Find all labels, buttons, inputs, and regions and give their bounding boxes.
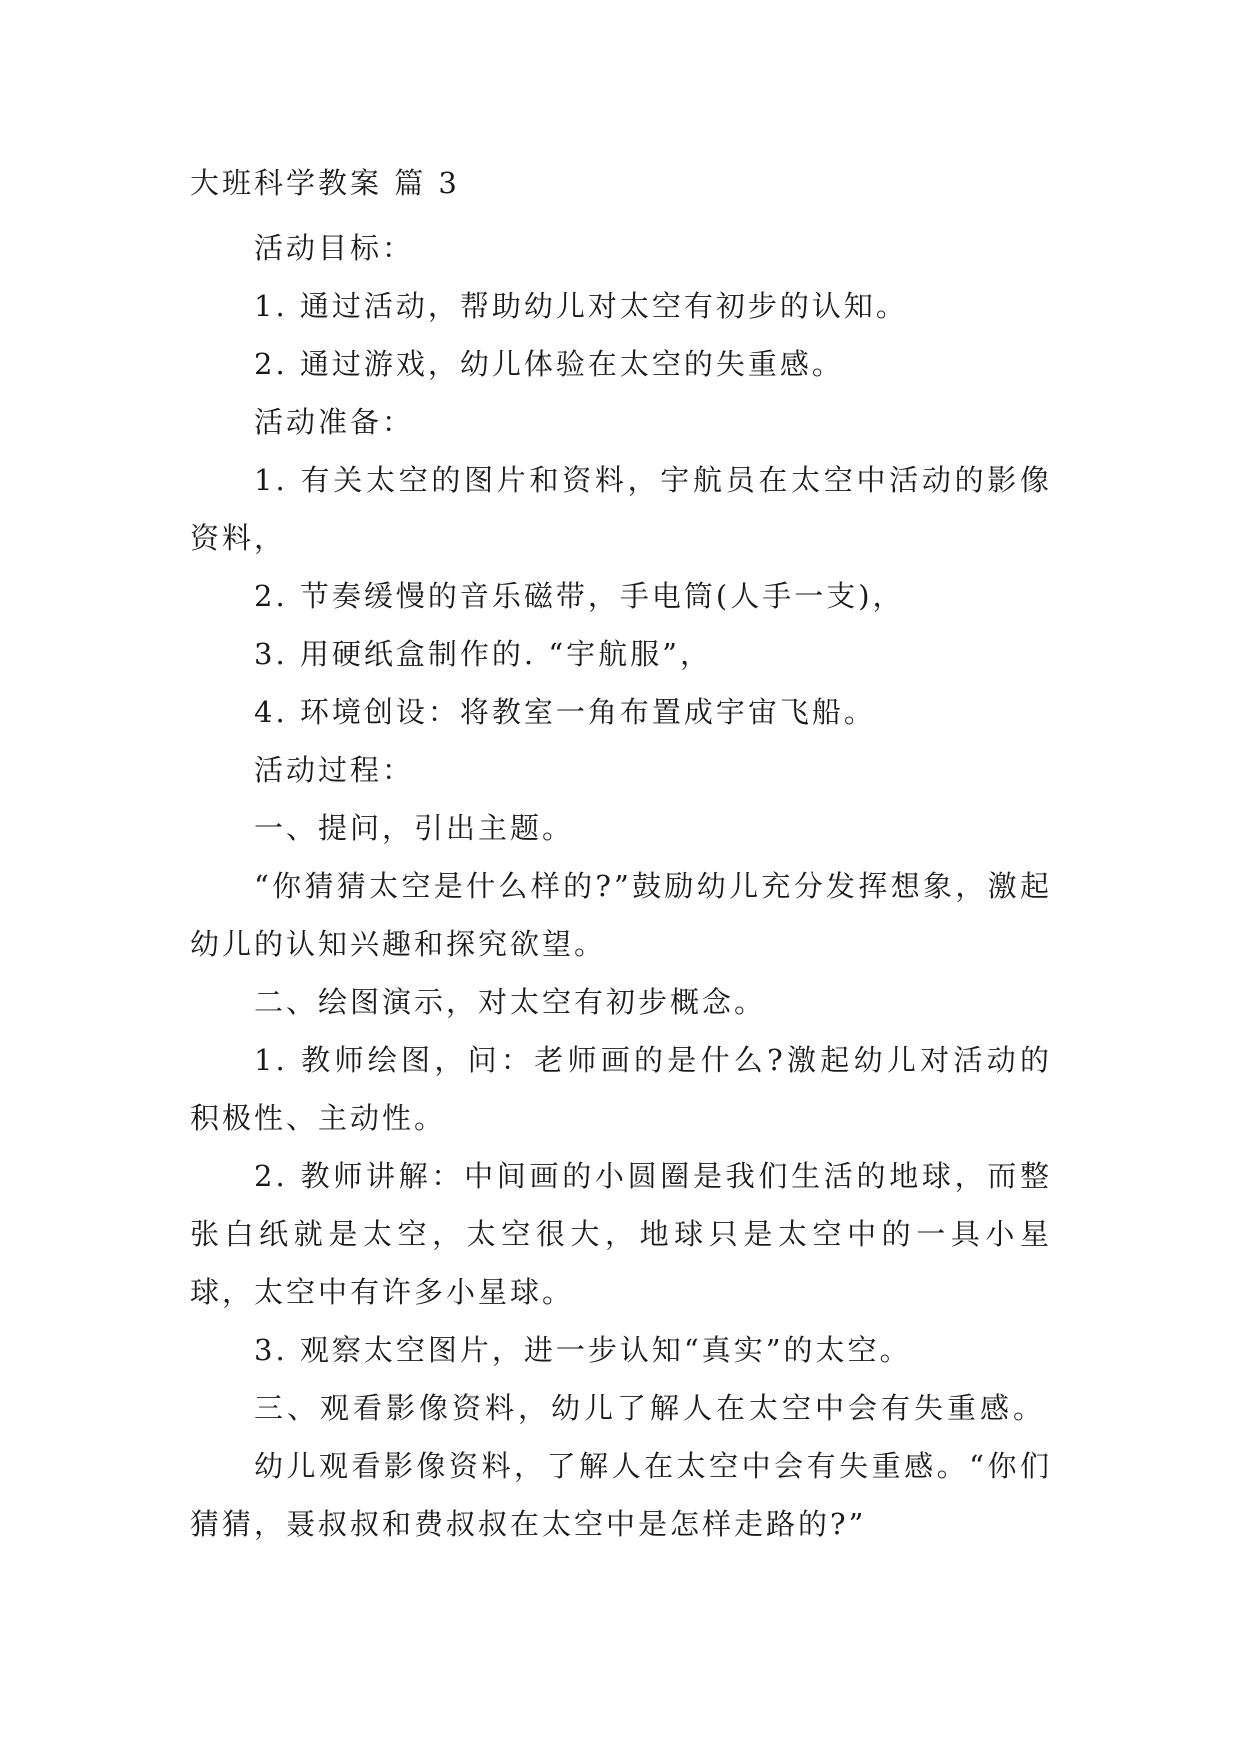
document-title: 大班科学教案 篇 3 <box>190 166 460 200</box>
paragraph-step-2-item-3: 3. 观察太空图片，进一步认知“真实”的太空。 <box>254 1333 912 1367</box>
paragraph-preparation-4: 4. 环境创设：将教室一角布置成宇宙飞船。 <box>254 695 876 729</box>
paragraph-step-3-heading: 三、观看影像资料，幼儿了解人在太空中会有失重感。 <box>254 1391 1047 1425</box>
paragraph-process-heading: 活动过程： <box>254 753 415 787</box>
paragraph-step-2-heading: 二、绘图演示，对太空有初步概念。 <box>254 985 767 1019</box>
paragraph-step-3-body: 幼儿观看影像资料，了解人在太空中会有失重感。“你们猜猜，聂叔叔和费叔叔在太空中是怎样走路的?” <box>190 1449 1052 1541</box>
paragraph-step-1-body: “你猜猜太空是什么样的?”鼓励幼儿充分发挥想象，激起幼儿的认知兴趣和探究欲望。 <box>190 869 1052 961</box>
paragraph-preparation-2: 2. 节奏缓慢的音乐磁带，手电筒(人手一支)， <box>254 579 905 613</box>
paragraph-preparation-heading: 活动准备： <box>254 405 415 439</box>
paragraph-activity-goals-heading: 活动目标： <box>254 231 415 265</box>
paragraph-step-2-item-2: 2. 教师讲解：中间画的小圆圈是我们生活的地球，而整张白纸就是太空，太空很大，地球只是太空中的一具小星球，太空中有许多小星球。 <box>190 1159 1052 1309</box>
paragraph-preparation-1: 1. 有关太空的图片和资料，宇航员在太空中活动的影像资料， <box>190 463 1052 555</box>
paragraph-goal-1: 1. 通过活动，帮助幼儿对太空有初步的认知。 <box>254 289 908 323</box>
paragraph-step-1-heading: 一、提问，引出主题。 <box>254 811 575 845</box>
paragraph-preparation-3: 3. 用硬纸盒制作的. “宇航服”， <box>254 637 712 671</box>
paragraph-goal-2: 2. 通过游戏，幼儿体验在太空的失重感。 <box>254 347 844 381</box>
paragraph-step-2-item-1: 1. 教师绘图，问：老师画的是什么?激起幼儿对活动的积极性、主动性。 <box>190 1043 1052 1135</box>
document-body <box>190 219 1052 1553</box>
